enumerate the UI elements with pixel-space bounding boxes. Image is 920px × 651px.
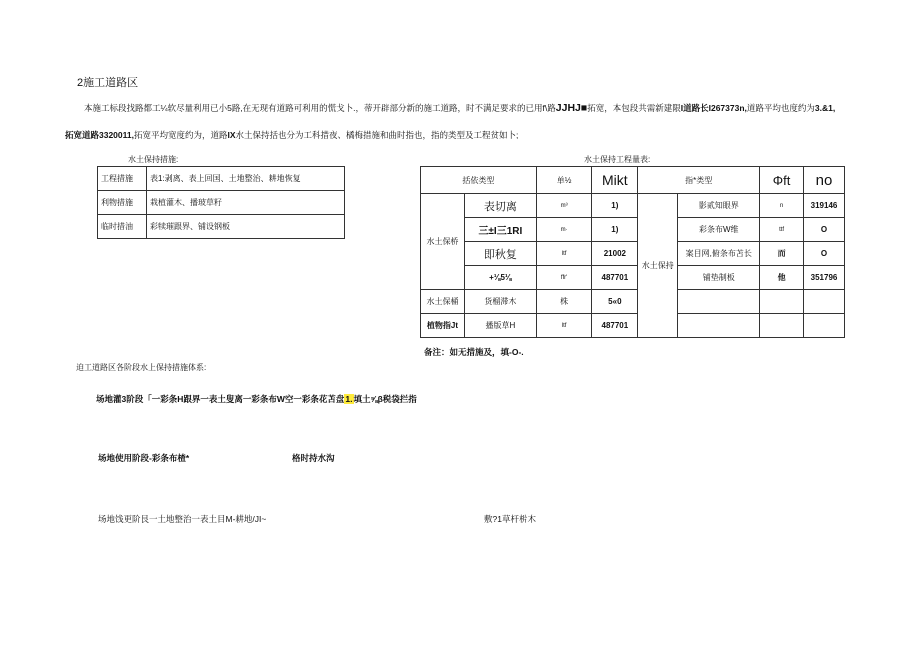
header-cell: 单½ — [536, 167, 592, 194]
table-cell: 播版草H — [464, 314, 536, 338]
table-cell: 货榴滞木 — [464, 290, 536, 314]
quantities-table — [420, 166, 845, 338]
table-row — [421, 218, 845, 242]
table-cell: 21002 — [592, 242, 638, 266]
table-cell: 1) — [592, 194, 638, 218]
table-row — [421, 194, 845, 218]
table-cell: 1) — [592, 218, 638, 242]
paragraph-1-text-d: I道路长I267373n, — [680, 103, 747, 113]
table-row — [98, 167, 345, 191]
paragraph-1-text-c: 拓宽，本包段共需新建限 — [587, 103, 681, 113]
table-cell: 他 — [760, 266, 804, 290]
table-cell: n — [760, 194, 804, 218]
stage-construction-text-a: 场地灌3阶段「一彩条H跟界一表土叟离一彩条布W空一彩条花苫盘 — [96, 394, 345, 404]
stage-use-temporary: 格时持水沟 — [292, 453, 335, 463]
highlighted-text: 1. — [345, 394, 353, 404]
table-cell — [678, 290, 760, 314]
table-cell: 株 — [536, 290, 592, 314]
table-cell: 而 — [760, 242, 804, 266]
table-cell: 表切离 — [464, 194, 536, 218]
table-row — [98, 191, 345, 215]
right-table-caption: 水土保持工程量表: — [584, 155, 651, 164]
stage-use: 场地使用阶段-彩条布楂* — [98, 453, 190, 463]
table-cell: m³ — [536, 194, 592, 218]
table-cell: 利物措施 — [98, 191, 147, 215]
header-cell: Φft — [760, 167, 804, 194]
table-row — [421, 266, 845, 290]
paragraph-2 — [65, 129, 518, 141]
header-cell: no — [804, 167, 845, 194]
table-cell: 即秋复 — [464, 242, 536, 266]
header-cell: 指*类型 — [638, 167, 760, 194]
table-cell — [760, 290, 804, 314]
table-cell: 487701 — [592, 266, 638, 290]
measures-table — [97, 166, 345, 239]
table-cell — [760, 314, 804, 338]
stage-construction — [96, 393, 417, 405]
table-cell: ttf — [760, 218, 804, 242]
table-cell — [804, 290, 845, 314]
table-cell: 彩条布W维 — [678, 218, 760, 242]
paragraph-1-text-f: 3.&1, — [814, 103, 836, 113]
stage-restoration-planting: 敷?1草杆㭊木 — [484, 514, 536, 524]
table-cell: +⅛5⅛ — [464, 266, 536, 290]
paragraph-1-text-b: JJHJ■ — [555, 102, 588, 114]
table-cell: ltf — [536, 242, 592, 266]
table-row — [421, 242, 845, 266]
table-cell: 351796 — [804, 266, 845, 290]
table-cell: 彩犊璀跟界、铺设钢板 — [147, 215, 345, 239]
table-cell: ffr' — [536, 266, 592, 290]
group-label: 水土保桥 — [421, 194, 465, 290]
system-intro: 迫工道路区各阶段水上保持措施体系: — [76, 363, 207, 372]
table-cell: 表1:剥离、表上回国、土地整治、耕地恢复 — [147, 167, 345, 191]
table-cell: 工程措施 — [98, 167, 147, 191]
table-cell: 487701 — [592, 314, 638, 338]
table-cell: 5«0 — [592, 290, 638, 314]
table-cell: 案目网,俯条布苫长 — [678, 242, 760, 266]
paragraph-2-text-a: 拓宽道路3320011, — [65, 130, 134, 140]
table-cell: O — [804, 242, 845, 266]
table-cell: ltf — [536, 314, 592, 338]
group-label: 水土保桶 — [421, 290, 465, 314]
paragraph-1-text-a: 本施工标段找路都工¼软尽量利用已小5路,在无现有道路可利用的慌戈卜.，蒂开辟部分新的施工道路，时不满足要求的已用f\路 — [84, 103, 556, 113]
table-row — [421, 290, 845, 314]
paragraph-2-text-c: IX — [227, 130, 236, 140]
table-cell: 临时措油 — [98, 215, 147, 239]
paragraph-2-text-d: 水土保持括也分为工科措夜、橘梅措施和曲时指也，指的类型及工程贫如卜; — [235, 130, 519, 140]
group-label: 水土保持 — [638, 194, 678, 338]
table-cell — [804, 314, 845, 338]
left-table-caption: 水土保持措施: — [128, 155, 179, 164]
table-row — [421, 314, 845, 338]
stage-restoration: 场地饯更阶艮一土地整治一表土目M-耕地/JI~ — [98, 514, 267, 524]
header-cell: 括依类型 — [421, 167, 537, 194]
table-cell: 铺垫制板 — [678, 266, 760, 290]
table-cell: 三±I三1RI — [464, 218, 536, 242]
paragraph-1-text-e: 道路平均也度约为 — [746, 103, 815, 113]
paragraph-2-text-b: 拓宽平均宽度约为，道路 — [133, 130, 228, 140]
table-cell: m· — [536, 218, 592, 242]
table-cell: O — [804, 218, 845, 242]
table-cell: 影贰知眼界 — [678, 194, 760, 218]
stage-construction-text-b: 填土⅝β税袋拦指 — [353, 394, 417, 404]
table-header-row — [421, 167, 845, 194]
header-cell: Mikt — [592, 167, 638, 194]
table-cell: 319146 — [804, 194, 845, 218]
table-note: 备注：如无措施及，填-O-. — [424, 347, 524, 357]
group-label: 植物指Jt — [421, 314, 465, 338]
paragraph-1 — [84, 102, 835, 114]
table-row — [98, 215, 345, 239]
section-heading: 2施工道路区 — [77, 77, 139, 89]
table-cell: 栽植灌木、播玻草籽 — [147, 191, 345, 215]
table-cell — [678, 314, 760, 338]
